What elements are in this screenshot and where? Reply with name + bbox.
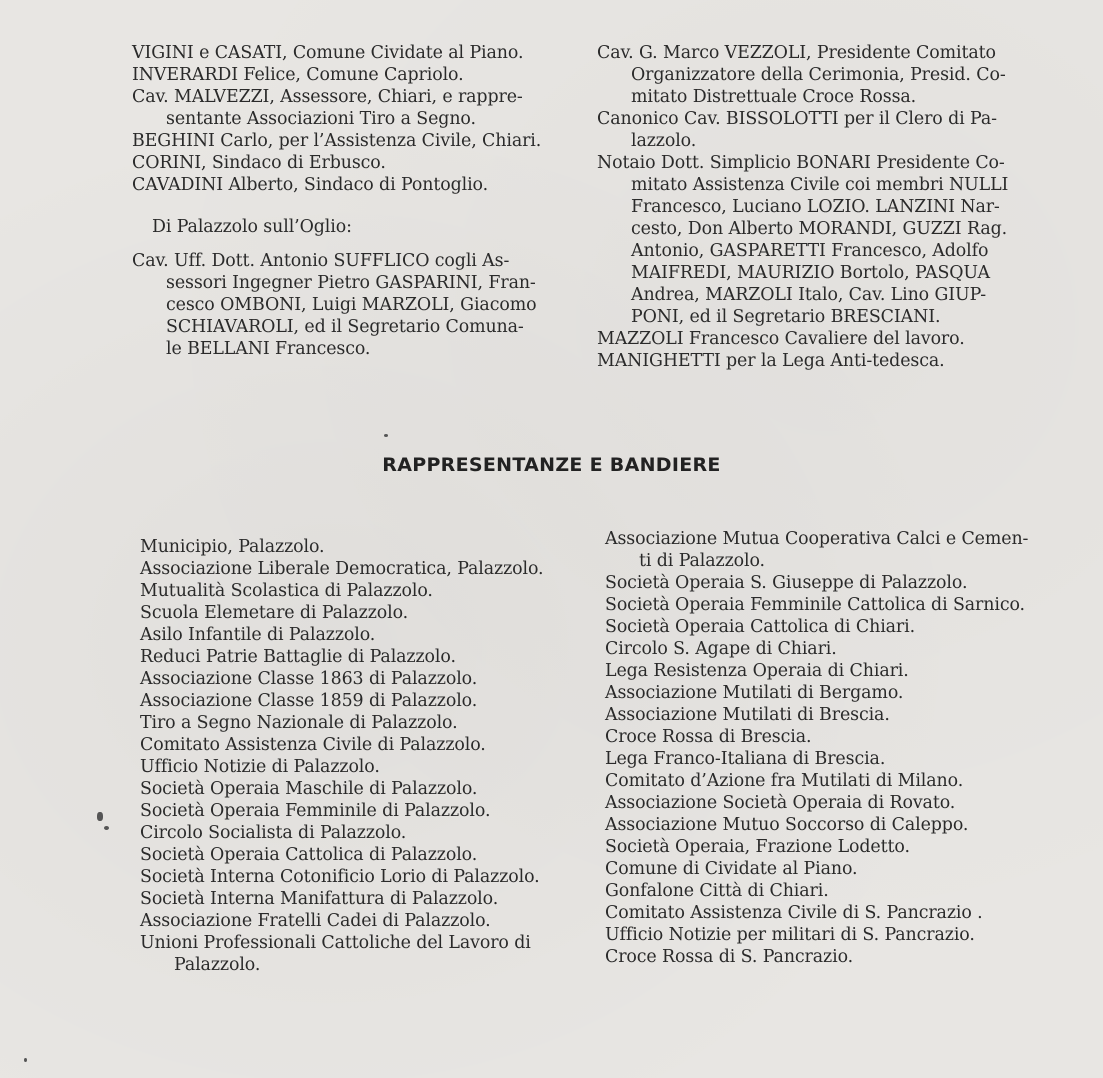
list-entry — [132, 86, 582, 130]
bottom-right-column — [605, 528, 1055, 968]
list-entry — [132, 64, 582, 86]
entry-line: Croce Rossa di S. Pancrazio. — [605, 947, 854, 967]
entry-line: Cav. Uff. Dott. Antonio SUFFLICO cogli As- — [132, 251, 510, 271]
entry-line: VIGINI e CASATI, Comune Cividate al Piano. — [132, 43, 524, 63]
entry-line: Società Interna Manifattura di Palazzolo. — [140, 889, 499, 909]
entry-line: cesto, Don Alberto MORANDI, GUZZI Rag. — [631, 219, 1008, 239]
entry-line: Croce Rossa di Brescia. — [605, 727, 812, 747]
entry-line: Reduci Patrie Battaglie di Palazzolo. — [140, 647, 456, 667]
list-entry — [605, 836, 1055, 858]
entry-line: Gonfalone Città di Chiari. — [605, 881, 829, 901]
entry-line: mitato Distrettuale Croce Rossa. — [631, 87, 917, 107]
entry-line: Ufficio Notizie di Palazzolo. — [140, 757, 380, 777]
list-entry — [140, 646, 590, 668]
entry-line: Associazione Liberale Democratica, Palazzolo. — [140, 559, 544, 579]
list-entry — [140, 822, 590, 844]
entry-line: Associazione Mutuo Soccorso di Caleppo. — [605, 815, 969, 835]
entry-line: Lega Franco-Italiana di Brescia. — [605, 749, 886, 769]
entry-line: CAVADINI Alberto, Sindaco di Pontoglio. — [132, 175, 489, 195]
representations-list-right — [605, 528, 1055, 968]
list-entry — [605, 682, 1055, 704]
list-entry — [605, 704, 1055, 726]
entry-line: Associazione Mutilati di Bergamo. — [605, 683, 904, 703]
list-entry — [132, 152, 582, 174]
entry-line: Comitato Assistenza Civile di Palazzolo. — [140, 735, 486, 755]
palazzolo-officials-list — [132, 250, 582, 360]
list-entry — [140, 690, 590, 712]
entry-line: Associazione Classe 1859 di Palazzolo. — [140, 691, 478, 711]
subheading-palazzolo: Di Palazzolo sull’Oglio: — [152, 217, 352, 237]
section-title: RAPPRESENTANZE E BANDIERE — [382, 454, 721, 476]
list-entry — [605, 858, 1055, 880]
list-entry — [597, 350, 1047, 372]
list-entry — [140, 668, 590, 690]
list-entry — [140, 712, 590, 734]
entry-line: Municipio, Palazzolo. — [140, 537, 325, 557]
entry-line: mitato Assistenza Civile coi membri NULLI — [631, 175, 1009, 195]
representations-list-left — [140, 536, 590, 976]
list-entry — [132, 130, 582, 152]
list-entry — [140, 778, 590, 800]
list-entry — [132, 250, 582, 360]
list-entry — [605, 572, 1055, 594]
entry-line: lazzolo. — [631, 131, 697, 151]
list-entry — [597, 108, 1047, 152]
entry-line: INVERARDI Felice, Comune Capriolo. — [132, 65, 464, 85]
entry-line: Comune di Cividate al Piano. — [605, 859, 858, 879]
list-entry — [605, 814, 1055, 836]
entry-line: Circolo S. Agape di Chiari. — [605, 639, 837, 659]
entry-line: CORINI, Sindaco di Erbusco. — [132, 153, 386, 173]
entry-line: Francesco, Luciano LOZIO. LANZINI Nar- — [631, 197, 1000, 217]
entry-line: Scuola Elemetare di Palazzolo. — [140, 603, 409, 623]
ink-speck — [104, 826, 109, 830]
entry-line: Società Operaia Cattolica di Chiari. — [605, 617, 916, 637]
list-entry — [140, 602, 590, 624]
entry-line: MAZZOLI Francesco Cavaliere del lavoro. — [597, 329, 965, 349]
list-entry — [605, 528, 1055, 572]
list-entry — [605, 924, 1055, 946]
entry-line: BEGHINI Carlo, per l’Assistenza Civile, Chiari. — [132, 131, 542, 151]
list-entry — [140, 888, 590, 910]
entry-line: Associazione Società Operaia di Rovato. — [605, 793, 956, 813]
committee-list — [597, 42, 1047, 372]
entry-line: Palazzolo. — [174, 955, 261, 975]
entry-line: Lega Resistenza Operaia di Chiari. — [605, 661, 909, 681]
entry-line: Notaio Dott. Simplicio BONARI Presidente Co- — [597, 153, 1005, 173]
ink-speck — [24, 1058, 27, 1062]
list-entry — [605, 770, 1055, 792]
list-entry — [605, 638, 1055, 660]
list-entry — [140, 536, 590, 558]
entry-line: Comitato Assistenza Civile di S. Pancrazio . — [605, 903, 983, 923]
list-entry — [605, 946, 1055, 968]
entry-line: Tiro a Segno Nazionale di Palazzolo. — [140, 713, 458, 733]
entry-line: Società Operaia Femminile di Palazzolo. — [140, 801, 491, 821]
entry-line: Società Operaia Cattolica di Palazzolo. — [140, 845, 478, 865]
ink-speck — [97, 812, 103, 821]
entry-line: Associazione Mutilati di Brescia. — [605, 705, 890, 725]
list-entry — [605, 594, 1055, 616]
entry-line: Società Operaia Maschile di Palazzolo. — [140, 779, 478, 799]
entry-line: Società Operaia S. Giuseppe di Palazzolo. — [605, 573, 968, 593]
list-entry — [140, 558, 590, 580]
entry-line: Cav. MALVEZZI, Assessore, Chiari, e rappre- — [132, 87, 523, 107]
entry-line: sessori Ingegner Pietro GASPARINI, Fran- — [166, 273, 536, 293]
entry-line: Mutualità Scolastica di Palazzolo. — [140, 581, 433, 601]
entry-line: Cav. G. Marco VEZZOLI, Presidente Comitato — [597, 43, 996, 63]
entry-line: Associazione Mutua Cooperativa Calci e Cemen- — [605, 529, 1029, 549]
list-entry — [140, 910, 590, 932]
list-entry — [605, 902, 1055, 924]
list-entry — [140, 844, 590, 866]
entry-line: Asilo Infantile di Palazzolo. — [140, 625, 376, 645]
entry-line: PONI, ed il Segretario BRESCIANI. — [631, 307, 941, 327]
entry-line: MAIFREDI, MAURIZIO Bortolo, PASQUA — [631, 263, 990, 283]
list-entry — [140, 932, 590, 976]
entry-line: Società Operaia Femminile Cattolica di Sarnico. — [605, 595, 1025, 615]
list-entry — [140, 800, 590, 822]
dignitaries-list — [132, 42, 582, 196]
list-entry — [597, 152, 1047, 328]
entry-line: Andrea, MARZOLI Italo, Cav. Lino GIUP- — [631, 285, 987, 305]
list-entry — [140, 734, 590, 756]
entry-line: le BELLANI Francesco. — [166, 339, 371, 359]
entry-line: Società Operaia, Frazione Lodetto. — [605, 837, 910, 857]
list-entry — [140, 624, 590, 646]
entry-line: Canonico Cav. BISSOLOTTI per il Clero di Pa- — [597, 109, 997, 129]
list-entry — [140, 866, 590, 888]
entry-line: MANIGHETTI per la Lega Anti-tedesca. — [597, 351, 945, 371]
entry-line: Comitato d’Azione fra Mutilati di Milano. — [605, 771, 964, 791]
list-entry — [140, 580, 590, 602]
bottom-left-column — [140, 536, 590, 976]
entry-line: SCHIAVAROLI, ed il Segretario Comuna- — [166, 317, 524, 337]
list-entry — [605, 726, 1055, 748]
list-entry — [140, 756, 590, 778]
list-entry — [132, 42, 582, 64]
list-entry — [597, 42, 1047, 108]
entry-line: sentante Associazioni Tiro a Segno. — [166, 109, 476, 129]
list-entry — [605, 616, 1055, 638]
list-entry — [605, 660, 1055, 682]
ink-speck — [384, 434, 388, 437]
entry-line: cesco OMBONI, Luigi MARZOLI, Giacomo — [166, 295, 537, 315]
list-entry — [605, 792, 1055, 814]
entry-line: Circolo Socialista di Palazzolo. — [140, 823, 407, 843]
entry-line: ti di Palazzolo. — [639, 551, 765, 571]
top-right-column — [597, 42, 1047, 372]
entry-line: Ufficio Notizie per militari di S. Pancrazio. — [605, 925, 975, 945]
entry-line: Associazione Classe 1863 di Palazzolo. — [140, 669, 478, 689]
top-left-column — [132, 42, 582, 360]
list-entry — [132, 174, 582, 196]
entry-line: Associazione Fratelli Cadei di Palazzolo. — [140, 911, 491, 931]
entry-line: Società Interna Cotonificio Lorio di Palazzolo. — [140, 867, 540, 887]
entry-line: Organizzatore della Cerimonia, Presid. Co- — [631, 65, 1006, 85]
entry-line: Antonio, GASPARETTI Francesco, Adolfo — [631, 241, 989, 261]
entry-line: Unioni Professionali Cattoliche del Lavoro di — [140, 933, 531, 953]
list-entry — [605, 748, 1055, 770]
list-entry — [605, 880, 1055, 902]
list-entry — [597, 328, 1047, 350]
